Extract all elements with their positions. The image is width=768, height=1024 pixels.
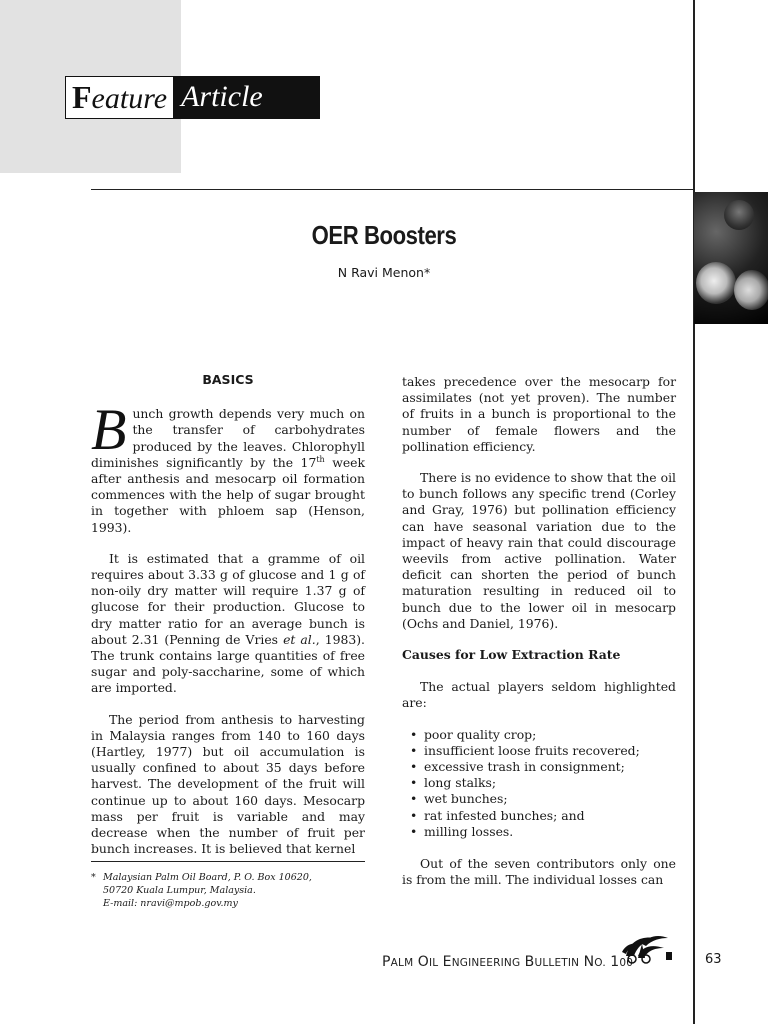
column-left (91, 372, 365, 872)
list-item: • rat infested bunches; and (402, 808, 676, 824)
list-item: • excessive trash in consignment; (402, 759, 676, 775)
column-right (402, 374, 676, 903)
drop-cap: B (91, 397, 127, 463)
paragraph (91, 397, 365, 536)
list-item: • wet bunches; (402, 791, 676, 807)
paragraph-text: unch growth depends very much on the transfer of carbohydrates produced by the leaves. Chlorophyll diminishes significantly by the 17 (91, 406, 365, 470)
article-label: Article (173, 77, 319, 118)
list-item: • poor quality crop; (402, 727, 676, 743)
paragraph: The period from anthesis to harvesting in Malaysia ranges from 140 to 160 days (Hartley, 1977) but oil accumulation is usually confined to about 35 days before harvest. The development of the fruit will continue up to about 160 days. Mesocarp mass per fruit is variable and may decrease when the number of fruit per bunch increases. It is believed that kernel (91, 711, 365, 857)
footnote-marker: * (91, 872, 96, 883)
article-title: OER Boosters (311, 220, 457, 250)
page-number: 63 (705, 952, 722, 967)
mpob-logo-icon (612, 930, 674, 970)
list-item: • long stalks; (402, 775, 676, 791)
bullet-list (402, 727, 676, 840)
paragraph: The actual players seldom highlighted are: (402, 679, 676, 711)
paragraph (91, 551, 365, 697)
footnote-line: 50720 Kuala Lumpur, Malaysia. (103, 885, 256, 896)
feature-label (66, 77, 173, 118)
bulletin-title (382, 954, 633, 970)
paragraph-text: , 1983). The trunk contains large quantities of free sugar and poly-saccharine, some of which are imported. (91, 631, 365, 696)
superscript: th (316, 454, 325, 464)
vertical-rule (693, 0, 695, 1024)
footnote-rule (91, 861, 365, 862)
subheading: Causes for Low Extraction Rate (402, 647, 621, 663)
palm-fruit-photo (694, 192, 768, 324)
italic-text: et al. (283, 631, 316, 647)
bulletin-text: PALM OIL ENGINEERING BULLETIN NO. 100 (382, 954, 634, 970)
author-footnote (91, 871, 371, 910)
article-author: N Ravi Menon* (337, 265, 431, 280)
feature-initial: F (72, 79, 92, 115)
footnote-line: E-mail: nravi@mpob.gov.my (103, 898, 238, 909)
list-item: • milling losses. (402, 824, 676, 840)
header-rule (91, 189, 694, 190)
fruit-shape (724, 200, 754, 230)
footnote-line: Malaysian Palm Oil Board, P. O. Box 10620, (103, 872, 312, 883)
paragraph: There is no evidence to show that the oil to bunch follows any specific trend (Corley and Gray, 1976) but pollination efficiency can have seasonal variation due to the impact of heavy rain that could discourage weevils from active pollination. Water deficit can shorten the period of bunch maturation resulting in reduced oil to bunch due to the lower oil in mesocarp (Ochs and Daniel, 1976). (402, 470, 676, 631)
paragraph: takes precedence over the mesocarp for assimilates (not yet proven). The number of fruits in a bunch is proportional to the number of female flowers and the pollination efficiency. (402, 374, 676, 454)
section-heading: BASICS (202, 372, 254, 387)
paragraph-text: It is estimated that a gramme of oil requires about 3.33 g of glucose and 1 g of non-oily dry matter will require 1.37 g of glucose for their production. Glucose to dry matter ratio for an average bunch is about 2.31 (Penning de Vries (91, 550, 365, 647)
list-item: • insufficient loose fruits recovered; (402, 743, 676, 759)
paragraph: Out of the seven contributors only one is from the mill. The individual losses can (402, 856, 676, 888)
feature-text: eature (91, 82, 168, 115)
paragraph-text: week after anthesis and mesocarp oil formation commences with the help of sugar brought in together with phloem sap (Henson, 1993). (91, 454, 365, 535)
feature-article-banner (65, 76, 320, 119)
